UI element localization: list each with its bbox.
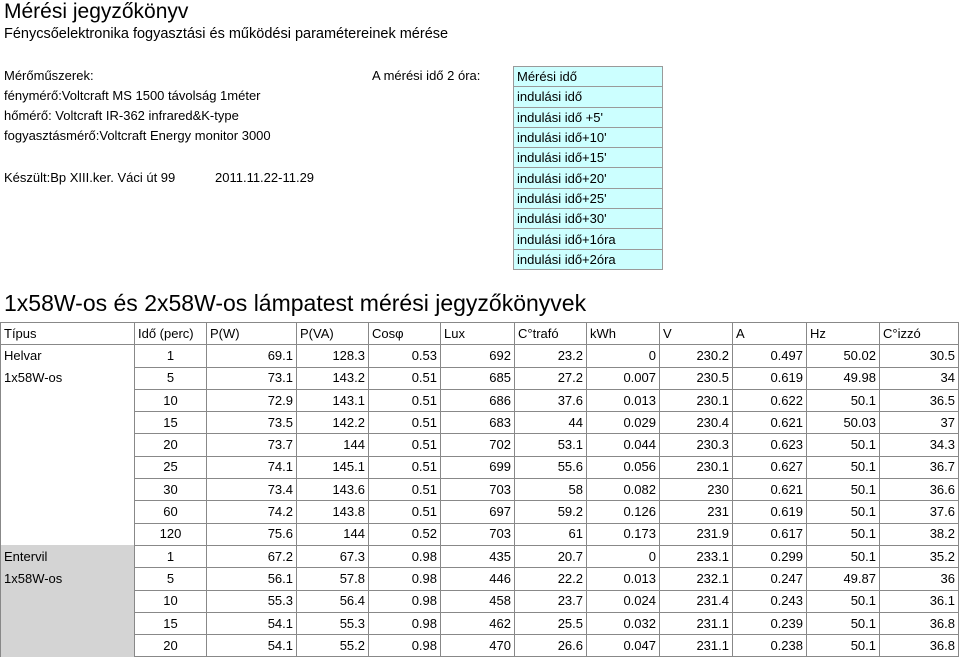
value-cell: 38.2 [880,523,959,545]
value-cell: 37.6 [880,501,959,523]
value-cell: 0.047 [587,635,660,657]
value-cell: 22.2 [515,568,587,590]
value-cell: 50.1 [807,635,880,657]
value-cell: 58 [515,479,587,501]
value-cell: 49.87 [807,568,880,590]
value-cell: 73.1 [207,367,297,389]
table-row [1,568,959,590]
value-cell: 231.1 [660,612,733,634]
time-cell: 20 [135,635,207,657]
value-cell: 703 [441,479,515,501]
made-date: 2011.11.22-11.29 [215,170,315,185]
table-row [1,635,959,657]
type-cell: 1x58W-os [1,568,135,590]
measure-times-header: Mérési idő [514,67,663,87]
instrument-line: fénymérő:Voltcraft MS 1500 távolság 1méter [4,88,261,103]
value-cell: 142.2 [297,412,369,434]
section-title: 1x58W-os és 2x58W-os lámpatest mérési jegyzőkönyvek [4,290,587,316]
value-cell: 143.1 [297,389,369,411]
instrument-line: fogyasztásmérő:Voltcraft Energy monitor 3000 [4,128,271,143]
table-row [1,345,959,367]
value-cell: 697 [441,501,515,523]
time-cell: 60 [135,501,207,523]
value-cell: 683 [441,412,515,434]
type-cell: Entervil [1,545,135,567]
value-cell: 50.1 [807,456,880,478]
value-cell: 26.6 [515,635,587,657]
value-cell: 0.044 [587,434,660,456]
value-cell: 36.8 [880,635,959,657]
value-cell: 55.3 [297,612,369,634]
value-cell: 0.98 [369,545,441,567]
column-header: P(VA) [297,323,369,345]
value-cell: 50.1 [807,501,880,523]
value-cell: 0.98 [369,635,441,657]
value-cell: 230.5 [660,367,733,389]
value-cell: 50.1 [807,434,880,456]
page-subtitle: Fénycsőelektronika fogyasztási és működési paramétereinek mérése [4,26,449,42]
value-cell: 44 [515,412,587,434]
value-cell: 0.243 [733,590,807,612]
value-cell: 0.627 [733,456,807,478]
value-cell: 0.98 [369,568,441,590]
time-cell: 1 [135,345,207,367]
instruments-label: Mérőműszerek: [4,68,94,83]
type-cell [1,434,135,456]
value-cell: 0.126 [587,501,660,523]
table-row [1,434,959,456]
table-row [1,523,959,545]
value-cell: 74.1 [207,456,297,478]
type-cell [1,635,135,657]
time-cell: 25 [135,456,207,478]
value-cell: 50.03 [807,412,880,434]
value-cell: 37 [880,412,959,434]
value-cell: 231 [660,501,733,523]
value-cell: 231.1 [660,635,733,657]
value-cell: 0.51 [369,479,441,501]
value-cell: 702 [441,434,515,456]
type-cell [1,523,135,545]
value-cell: 0.53 [369,345,441,367]
value-cell: 462 [441,612,515,634]
value-cell: 230 [660,479,733,501]
value-cell: 0.52 [369,523,441,545]
value-cell: 0.013 [587,389,660,411]
time-cell: 5 [135,568,207,590]
table-row [1,412,959,434]
column-header: kWh [587,323,660,345]
value-cell: 231.9 [660,523,733,545]
value-cell: 0.51 [369,501,441,523]
measure-time-item: indulási idő+2óra [514,249,663,269]
measurement-table [0,322,959,657]
table-header-row [1,323,959,345]
type-cell [1,389,135,411]
value-cell: 34 [880,367,959,389]
value-cell: 0.622 [733,389,807,411]
value-cell: 232.1 [660,568,733,590]
value-cell: 686 [441,389,515,411]
table-row [1,389,959,411]
measure-time-item: indulási idő+1óra [514,229,663,249]
value-cell: 50.02 [807,345,880,367]
measure-time-item: indulási idő+20' [514,168,663,188]
time-cell: 120 [135,523,207,545]
value-cell: 55.6 [515,456,587,478]
value-cell: 144 [297,523,369,545]
table-row [1,501,959,523]
value-cell: 50.1 [807,612,880,634]
value-cell: 0.623 [733,434,807,456]
time-cell: 1 [135,545,207,567]
value-cell: 74.2 [207,501,297,523]
value-cell: 67.2 [207,545,297,567]
value-cell: 435 [441,545,515,567]
value-cell: 0.247 [733,568,807,590]
made-place: Készült:Bp XIII.ker. Váci út 99 [4,170,176,185]
value-cell: 699 [441,456,515,478]
value-cell: 0.619 [733,501,807,523]
value-cell: 59.2 [515,501,587,523]
value-cell: 0.239 [733,612,807,634]
value-cell: 0.024 [587,590,660,612]
table-row [1,456,959,478]
value-cell: 69.1 [207,345,297,367]
type-cell [1,412,135,434]
table-row [1,479,959,501]
value-cell: 50.1 [807,389,880,411]
time-cell: 10 [135,590,207,612]
value-cell: 0.51 [369,434,441,456]
value-cell: 36.6 [880,479,959,501]
value-cell: 0.51 [369,456,441,478]
value-cell: 0.619 [733,367,807,389]
value-cell: 0 [587,345,660,367]
value-cell: 0.056 [587,456,660,478]
value-cell: 230.2 [660,345,733,367]
measure-times-table [513,66,663,270]
value-cell: 20.7 [515,545,587,567]
value-cell: 73.7 [207,434,297,456]
time-cell: 15 [135,412,207,434]
value-cell: 0.299 [733,545,807,567]
measure-time-item: indulási idő+25' [514,188,663,208]
value-cell: 143.2 [297,367,369,389]
column-header: A [733,323,807,345]
value-cell: 0.98 [369,590,441,612]
value-cell: 55.2 [297,635,369,657]
value-cell: 34.3 [880,434,959,456]
measure-time-item: indulási idő+10' [514,127,663,147]
value-cell: 0.51 [369,367,441,389]
measure-time-item: indulási idő+30' [514,209,663,229]
value-cell: 50.1 [807,523,880,545]
table-row [1,590,959,612]
value-cell: 230.4 [660,412,733,434]
value-cell: 73.5 [207,412,297,434]
time-cell: 5 [135,367,207,389]
column-header: P(W) [207,323,297,345]
value-cell: 470 [441,635,515,657]
value-cell: 230.3 [660,434,733,456]
value-cell: 143.8 [297,501,369,523]
value-cell: 53.1 [515,434,587,456]
value-cell: 0.621 [733,412,807,434]
value-cell: 50.1 [807,545,880,567]
value-cell: 233.1 [660,545,733,567]
value-cell: 23.2 [515,345,587,367]
value-cell: 36 [880,568,959,590]
page-title: Mérési jegyzőkönyv [4,0,189,23]
column-header: Idő (perc) [135,323,207,345]
value-cell: 61 [515,523,587,545]
value-cell: 0.51 [369,389,441,411]
measure-time-item: indulási idő+15' [514,148,663,168]
value-cell: 0.007 [587,367,660,389]
measure-time-item: indulási idő [514,87,663,107]
column-header: C°trafó [515,323,587,345]
column-header: Lux [441,323,515,345]
value-cell: 73.4 [207,479,297,501]
value-cell: 0.98 [369,612,441,634]
table-row [1,612,959,634]
value-cell: 458 [441,590,515,612]
type-cell [1,456,135,478]
type-cell [1,501,135,523]
value-cell: 685 [441,367,515,389]
value-cell: 55.3 [207,590,297,612]
column-header: V [660,323,733,345]
value-cell: 36.1 [880,590,959,612]
value-cell: 54.1 [207,635,297,657]
value-cell: 0.51 [369,412,441,434]
value-cell: 0.621 [733,479,807,501]
value-cell: 128.3 [297,345,369,367]
time-cell: 30 [135,479,207,501]
value-cell: 35.2 [880,545,959,567]
value-cell: 37.6 [515,389,587,411]
value-cell: 49.98 [807,367,880,389]
column-header: Cosφ [369,323,441,345]
value-cell: 36.5 [880,389,959,411]
value-cell: 692 [441,345,515,367]
value-cell: 50.1 [807,479,880,501]
value-cell: 230.1 [660,389,733,411]
value-cell: 0.173 [587,523,660,545]
value-cell: 36.7 [880,456,959,478]
instrument-line: hőmérő: Voltcraft IR-362 infrared&K-type [4,108,239,123]
value-cell: 25.5 [515,612,587,634]
value-cell: 145.1 [297,456,369,478]
type-cell: 1x58W-os [1,367,135,389]
measure-time-label: A mérési idő 2 óra: [372,68,481,83]
value-cell: 57.8 [297,568,369,590]
column-header: Hz [807,323,880,345]
time-cell: 15 [135,612,207,634]
value-cell: 0.238 [733,635,807,657]
time-cell: 20 [135,434,207,456]
value-cell: 703 [441,523,515,545]
value-cell: 0 [587,545,660,567]
value-cell: 56.4 [297,590,369,612]
value-cell: 446 [441,568,515,590]
value-cell: 0.617 [733,523,807,545]
value-cell: 0.029 [587,412,660,434]
value-cell: 27.2 [515,367,587,389]
value-cell: 75.6 [207,523,297,545]
value-cell: 23.7 [515,590,587,612]
value-cell: 231.4 [660,590,733,612]
time-cell: 10 [135,389,207,411]
table-row [1,367,959,389]
measure-time-item: indulási idő +5' [514,107,663,127]
value-cell: 0.013 [587,568,660,590]
value-cell: 67.3 [297,545,369,567]
type-cell [1,479,135,501]
value-cell: 0.497 [733,345,807,367]
value-cell: 50.1 [807,590,880,612]
column-header: Típus [1,323,135,345]
value-cell: 54.1 [207,612,297,634]
value-cell: 0.032 [587,612,660,634]
column-header: C°izzó [880,323,959,345]
value-cell: 144 [297,434,369,456]
value-cell: 36.8 [880,612,959,634]
value-cell: 72.9 [207,389,297,411]
type-cell [1,590,135,612]
type-cell: Helvar [1,345,135,367]
value-cell: 143.6 [297,479,369,501]
value-cell: 0.082 [587,479,660,501]
value-cell: 56.1 [207,568,297,590]
type-cell [1,612,135,634]
table-row [1,545,959,567]
value-cell: 230.1 [660,456,733,478]
value-cell: 30.5 [880,345,959,367]
